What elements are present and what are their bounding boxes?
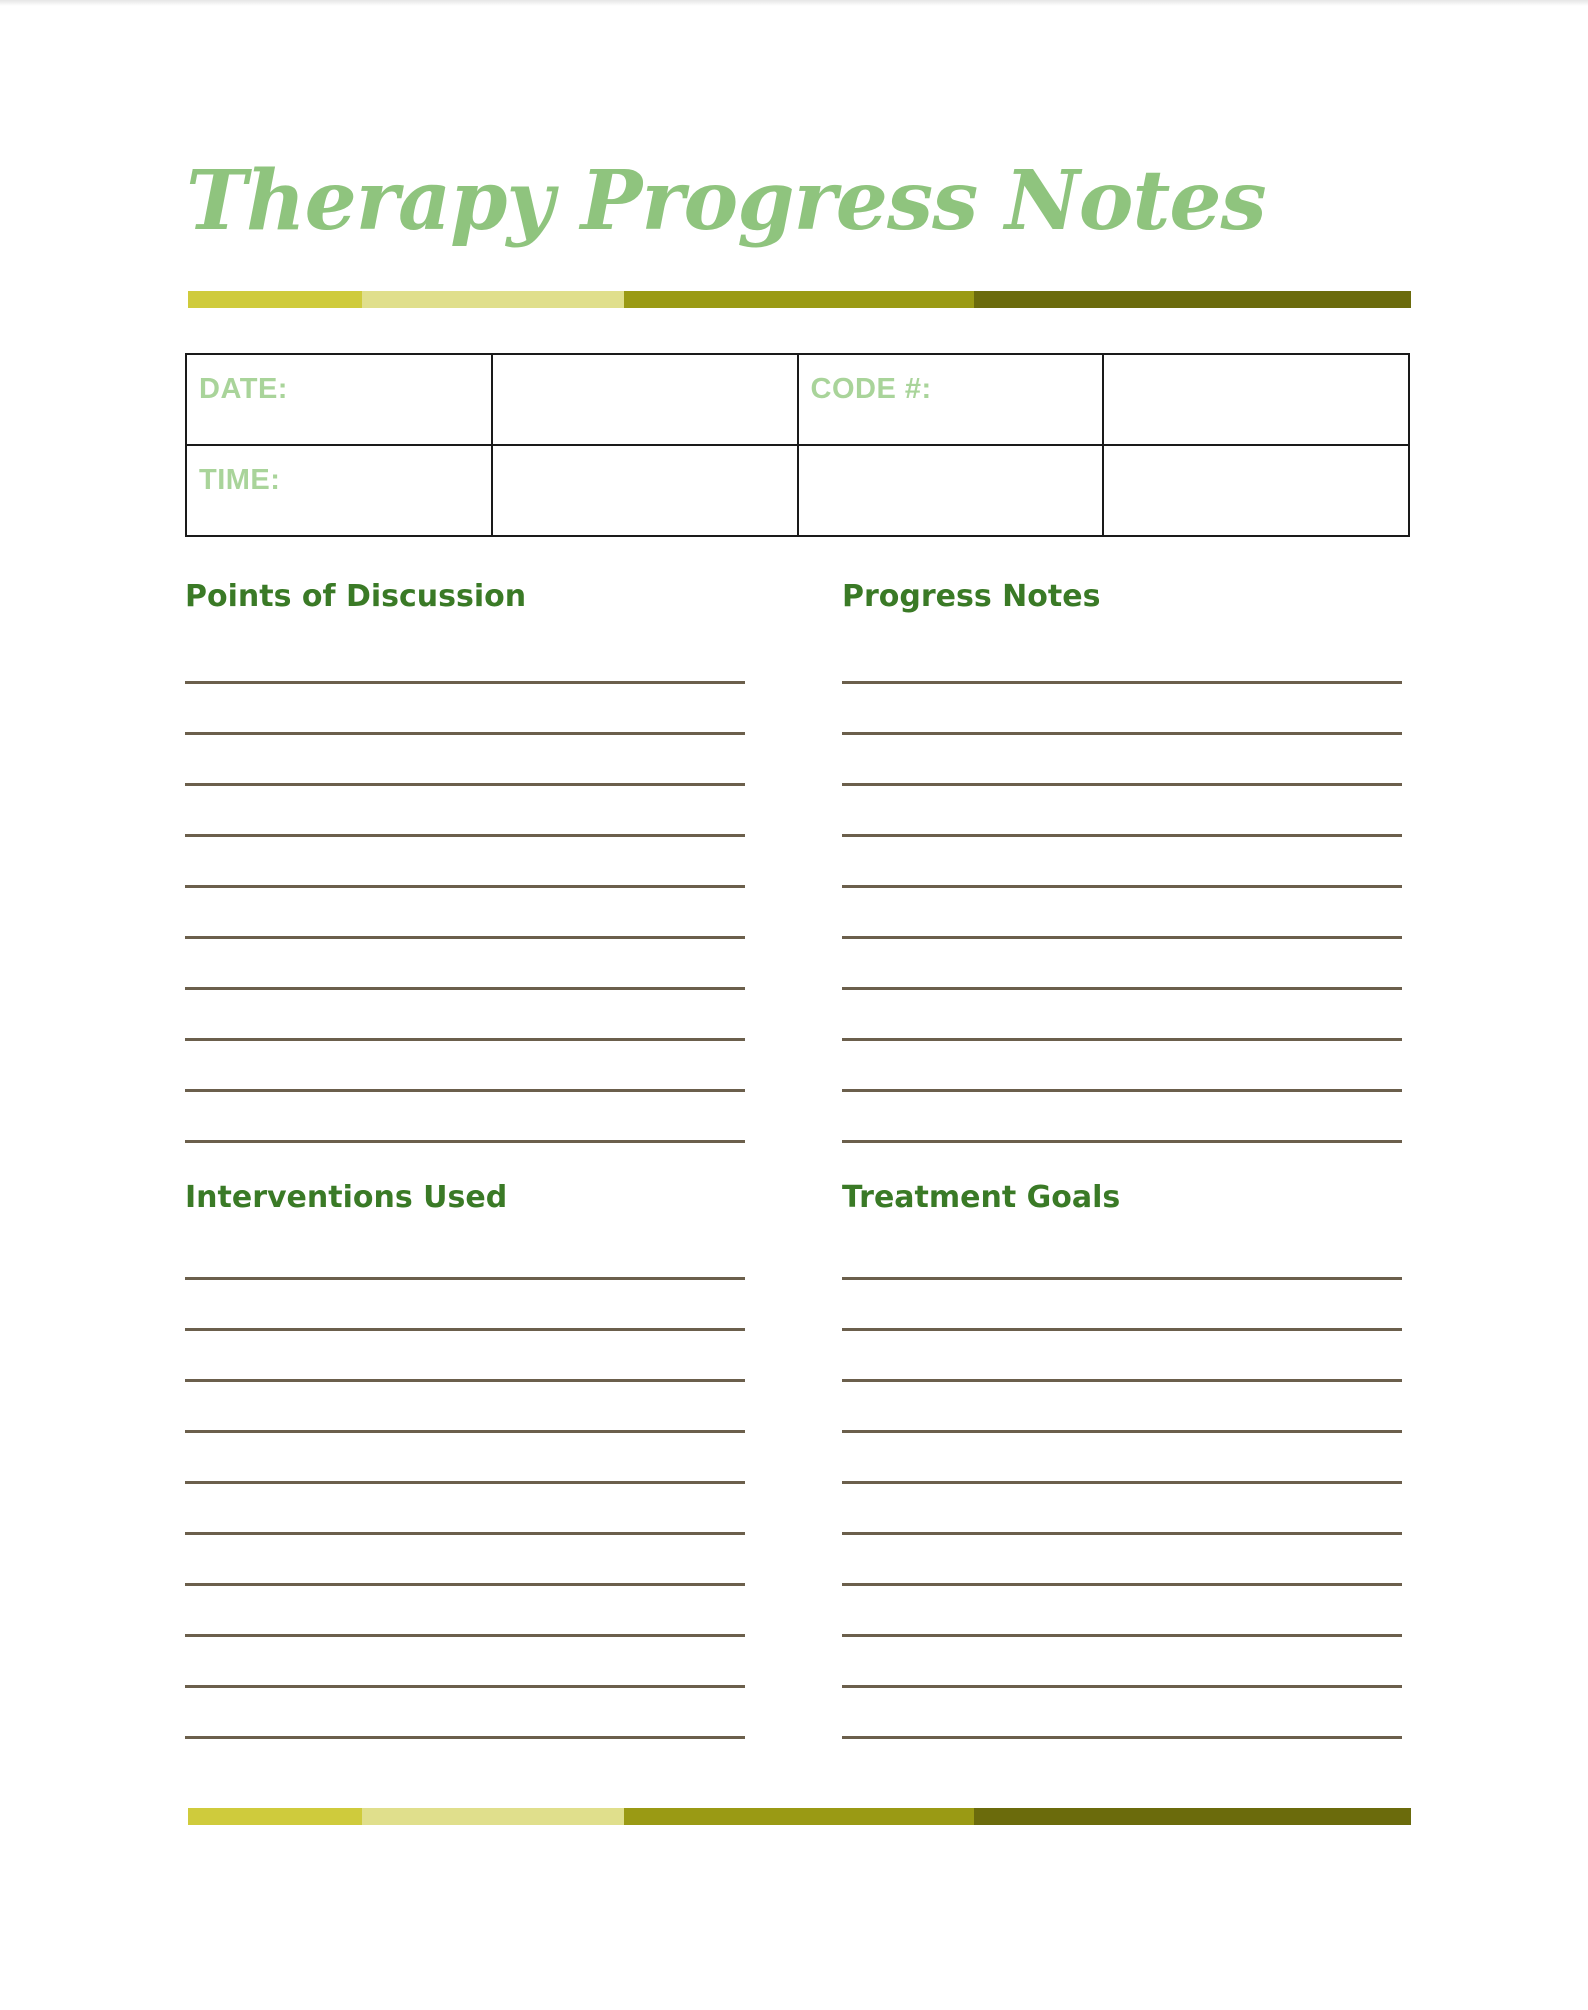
blank-writing-line — [842, 1140, 1402, 1143]
blank-writing-line — [842, 1736, 1402, 1739]
header-color-bar — [188, 291, 1411, 308]
blank-writing-line — [842, 1089, 1402, 1092]
blank-writing-line — [842, 1532, 1402, 1535]
color-bar-segment — [974, 1808, 1411, 1825]
date-field[interactable] — [492, 354, 798, 445]
date-label-cell — [186, 354, 492, 445]
blank-writing-line — [842, 987, 1402, 990]
blank-writing-line — [185, 1532, 745, 1535]
blank-writing-line — [185, 1685, 745, 1688]
time-field[interactable] — [492, 445, 798, 536]
blank-writing-line — [842, 1583, 1402, 1586]
page-title: Therapy Progress Notes — [186, 153, 1266, 249]
time-label: TIME: — [199, 464, 281, 496]
color-bar-segment — [188, 291, 362, 308]
color-bar-segment — [188, 1808, 362, 1825]
blank-writing-line — [842, 1328, 1402, 1331]
blank-writing-line — [842, 783, 1402, 786]
blank-writing-line — [185, 1328, 745, 1331]
blank-cell[interactable] — [1103, 445, 1409, 536]
table-row — [186, 354, 1409, 445]
blank-writing-line — [185, 1140, 745, 1143]
blank-writing-line — [842, 1634, 1402, 1637]
blank-writing-line — [185, 783, 745, 786]
session-info-table — [185, 353, 1410, 537]
blank-writing-line — [842, 834, 1402, 837]
blank-writing-line — [842, 936, 1402, 939]
blank-writing-line — [842, 1430, 1402, 1433]
blank-writing-line — [185, 1481, 745, 1484]
blank-writing-line — [842, 1379, 1402, 1382]
footer-color-bar — [188, 1808, 1411, 1825]
blank-writing-line — [185, 1089, 745, 1092]
blank-writing-line — [185, 1277, 745, 1280]
blank-writing-line — [185, 987, 745, 990]
blank-writing-line — [185, 732, 745, 735]
blank-writing-line — [842, 885, 1402, 888]
section-heading-interventions-used: Interventions Used — [185, 1180, 508, 1215]
page-top-edge — [0, 0, 1588, 6]
code-field[interactable] — [1103, 354, 1409, 445]
blank-writing-line — [842, 732, 1402, 735]
color-bar-segment — [624, 291, 974, 308]
section-heading-progress-notes: Progress Notes — [842, 579, 1101, 614]
section-heading-treatment-goals: Treatment Goals — [842, 1180, 1121, 1215]
blank-writing-line — [185, 1583, 745, 1586]
blank-writing-line — [185, 681, 745, 684]
date-label: DATE: — [199, 373, 288, 405]
blank-writing-line — [185, 834, 745, 837]
blank-writing-line — [842, 1685, 1402, 1688]
blank-writing-line — [185, 1379, 745, 1382]
blank-writing-line — [185, 1634, 745, 1637]
section-heading-points-of-discussion: Points of Discussion — [185, 579, 527, 614]
code-label: CODE #: — [810, 373, 932, 405]
table-row — [186, 445, 1409, 536]
code-label-cell — [798, 354, 1104, 445]
color-bar-segment — [624, 1808, 974, 1825]
blank-writing-line — [842, 681, 1402, 684]
blank-cell[interactable] — [798, 445, 1104, 536]
color-bar-segment — [362, 1808, 624, 1825]
blank-writing-line — [185, 885, 745, 888]
color-bar-segment — [362, 291, 624, 308]
blank-writing-line — [185, 1038, 745, 1041]
blank-writing-line — [185, 1430, 745, 1433]
blank-writing-line — [842, 1481, 1402, 1484]
blank-writing-line — [842, 1038, 1402, 1041]
blank-writing-line — [185, 1736, 745, 1739]
blank-writing-line — [842, 1277, 1402, 1280]
time-label-cell — [186, 445, 492, 536]
color-bar-segment — [974, 291, 1411, 308]
blank-writing-line — [185, 936, 745, 939]
